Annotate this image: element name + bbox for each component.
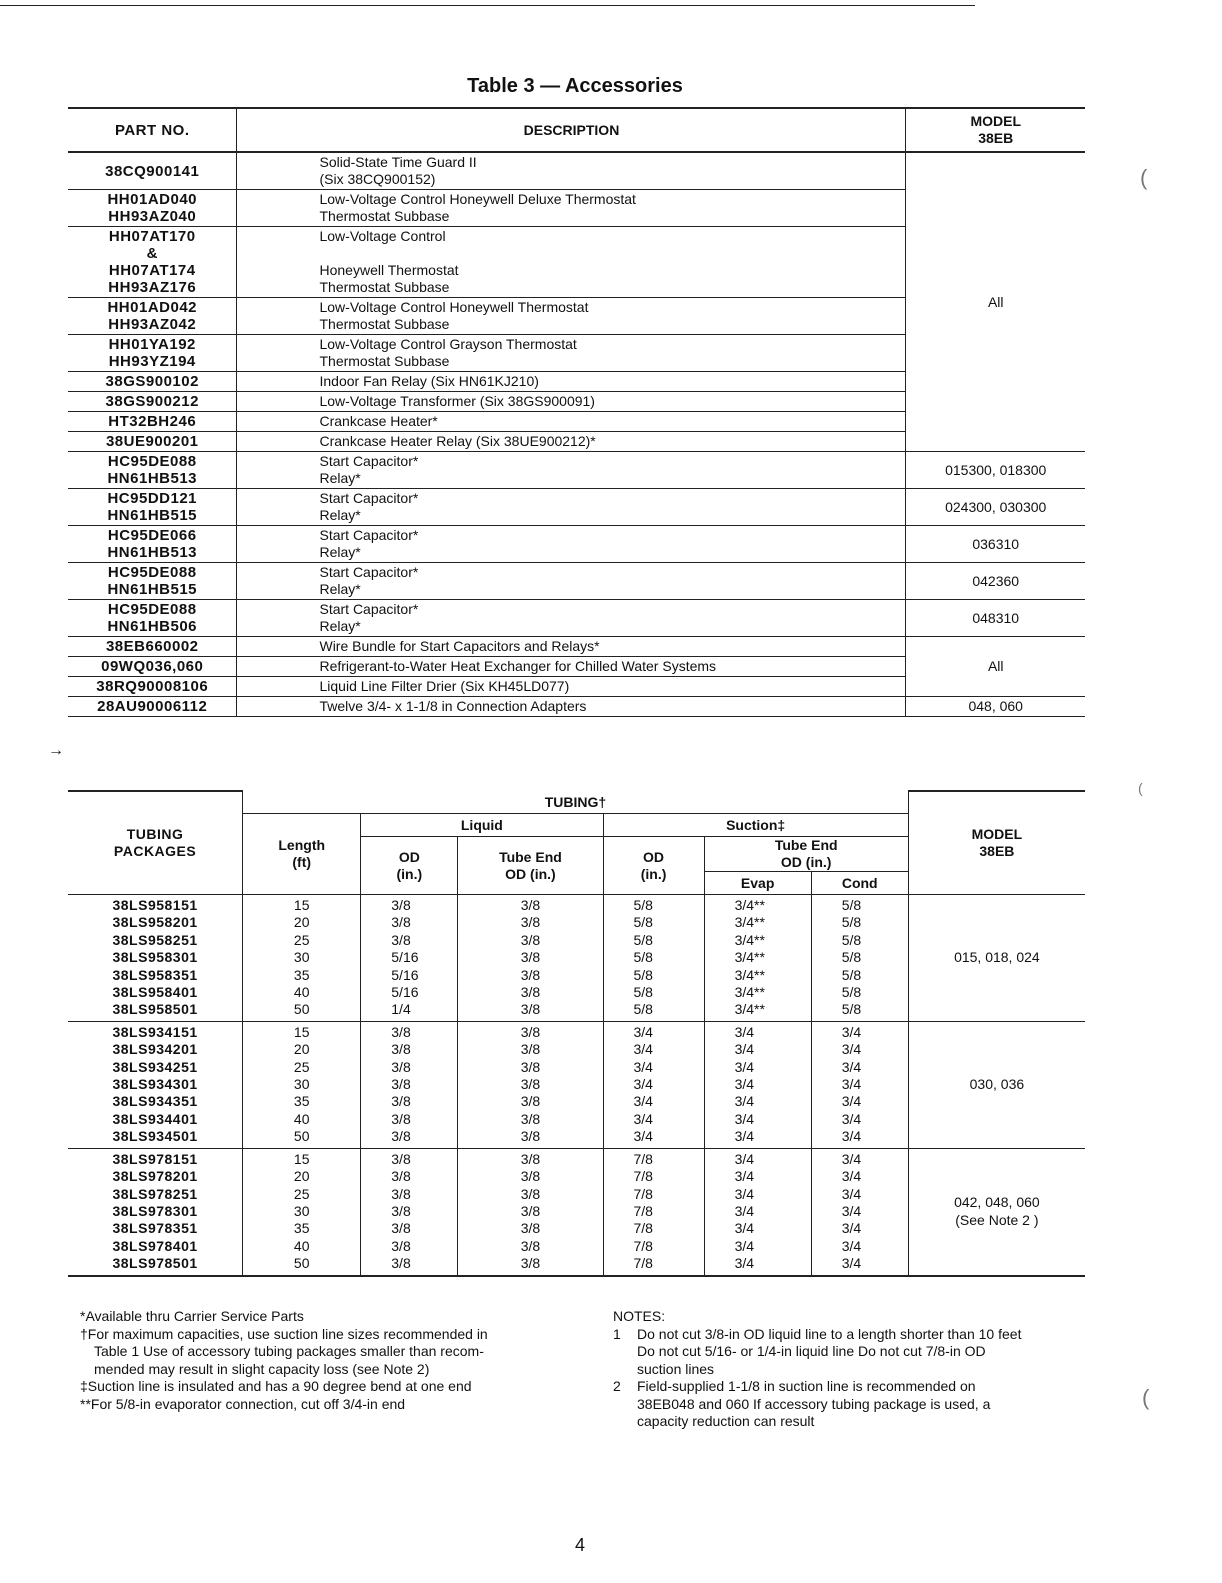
tubing-length-column: [243, 1148, 361, 1275]
suction-evap: 3/4**: [734, 1001, 765, 1018]
tubing-package: 38LS978251: [112, 1185, 198, 1202]
suction-od: 5/8: [633, 966, 653, 983]
tubing-length: 25: [293, 1185, 310, 1202]
suction-evap: 3/4**: [734, 984, 765, 1001]
tubing-package: 38LS978401: [112, 1237, 198, 1254]
liquid-tube-end: 3/8: [520, 1041, 541, 1058]
liquid-tube-end: 3/8: [520, 914, 541, 931]
header-description: DESCRIPTION: [237, 108, 906, 152]
suction-cond: 3/4: [841, 1058, 862, 1075]
tubing-length: 35: [293, 1093, 310, 1110]
tubing-length: 15: [293, 897, 310, 913]
liquid-od-column: [361, 895, 458, 1022]
description: Start Capacitor* Relay*: [237, 526, 906, 563]
part-number: HC95DE088 HN61HB506: [68, 600, 237, 637]
suction-evap: 3/4**: [734, 931, 765, 948]
suction-cond-column: [811, 1148, 908, 1275]
suction-od: 7/8: [633, 1150, 653, 1167]
liquid-od-column: [361, 1148, 458, 1275]
tubing-package: 38LS934501: [112, 1128, 198, 1145]
tubing-length: 25: [293, 931, 310, 948]
suction-evap: 3/4: [734, 1255, 755, 1272]
note-1: 1 Do not cut 3/8-in OD liquid line to a length shorter than 10 feet Do not cut 5/16- or 1/4-in liquid line Do not cut 7/8-in OD suction lines: [613, 1325, 1022, 1377]
description: Low-Voltage Transformer (Six 38GS900091): [237, 392, 906, 412]
suction-od: 5/8: [633, 931, 653, 948]
tubing-package: 38LS978151: [112, 1150, 198, 1167]
liquid-tube-end: 3/8: [520, 966, 541, 983]
liquid-tube-end: 3/8: [520, 1058, 541, 1075]
tubing-model-cell: 030, 036: [908, 1021, 1085, 1148]
tubing-package: 38LS978501: [112, 1255, 198, 1272]
liquid-od: 3/8: [391, 1076, 411, 1093]
liquid-od: 3/8: [391, 1220, 411, 1237]
tubing-length: 50: [293, 1128, 310, 1145]
revision-arrow: →: [48, 742, 64, 759]
suction-od: 7/8: [633, 1237, 653, 1254]
suction-cond: 5/8: [841, 966, 862, 983]
accessories-body: [68, 152, 1085, 717]
suction-cond: 5/8: [841, 931, 862, 948]
suction-evap: 3/4: [734, 1185, 755, 1202]
liquid-od: 3/8: [391, 1041, 411, 1058]
suction-cond: 3/4: [841, 1255, 862, 1272]
suction-od: 5/8: [633, 897, 653, 913]
liquid-od: 3/8: [391, 1255, 411, 1272]
notes-title: NOTES:: [613, 1308, 666, 1324]
tubing-length: 15: [293, 1150, 310, 1167]
accessory-row: [68, 526, 1085, 563]
top-rule: [0, 5, 975, 6]
liquid-tube-end: 3/8: [520, 1093, 541, 1110]
part-number: 28AU90006112: [68, 697, 237, 717]
suction-cond: 5/8: [841, 914, 862, 931]
liquid-od: 3/8: [391, 1185, 411, 1202]
liquid-tube-end-column: [458, 895, 603, 1022]
liquid-tube-end: 3/8: [520, 931, 541, 948]
suction-od: 7/8: [633, 1168, 653, 1185]
header-cond: Cond: [811, 872, 908, 895]
suction-cond: 5/8: [841, 1001, 862, 1018]
tubing-package-column: [68, 1148, 243, 1275]
suction-od: 7/8: [633, 1220, 653, 1237]
part-number: HC95DE066 HN61HB513: [68, 526, 237, 563]
liquid-od: 3/8: [391, 914, 411, 931]
description: Crankcase Heater Relay (Six 38UE900212)*: [237, 432, 906, 452]
liquid-tube-end: 3/8: [520, 1237, 541, 1254]
suction-od: 5/8: [633, 984, 653, 1001]
part-number: 38EB660002: [68, 637, 237, 657]
tubing-length: 15: [293, 1023, 310, 1040]
liquid-tube-end: 3/8: [520, 897, 541, 913]
part-number: HC95DE088 HN61HB515: [68, 563, 237, 600]
tubing-group-row: [68, 1148, 1085, 1275]
header-tubing: TUBING†: [243, 791, 909, 814]
tubing-package: 38LS958251: [112, 931, 198, 948]
accessories-header-row: [68, 108, 1085, 152]
tubing-length-column: [243, 1021, 361, 1148]
suction-evap-column: [704, 1021, 811, 1148]
suction-od: 5/8: [633, 1001, 653, 1018]
footnote-dagger-cont-2: mended may result in slight capacity loss (see Note 2): [94, 1360, 430, 1377]
suction-od: 3/4: [633, 1093, 653, 1110]
suction-evap: 3/4**: [734, 897, 765, 913]
description: Wire Bundle for Start Capacitors and Relays*: [237, 637, 906, 657]
suction-cond: 3/4: [841, 1041, 862, 1058]
accessory-row: [68, 489, 1085, 526]
accessory-row: [68, 152, 1085, 190]
tubing-package: 38LS978351: [112, 1220, 198, 1237]
suction-evap: 3/4: [734, 1150, 755, 1167]
accessory-row: [68, 563, 1085, 600]
description: Low-Voltage Control Honeywell Thermostat Thermostat Subbase: [237, 227, 906, 298]
tubing-length: 20: [293, 1168, 310, 1185]
tubing-length: 30: [293, 949, 310, 966]
suction-od: 7/8: [633, 1185, 653, 1202]
liquid-tube-end: 3/8: [520, 1110, 541, 1127]
header-suction-od: OD (in.): [603, 837, 704, 895]
liquid-od: 3/8: [391, 1093, 411, 1110]
footnote-star: *Available thru Carrier Service Parts: [80, 1308, 304, 1324]
tubing-package: 38LS934401: [112, 1110, 198, 1127]
part-number: HT32BH246: [68, 412, 237, 432]
description: Start Capacitor* Relay*: [237, 452, 906, 489]
suction-od: 5/8: [633, 949, 653, 966]
suction-cond: 3/4: [841, 1202, 862, 1219]
liquid-od: 3/8: [391, 1150, 411, 1167]
liquid-tube-end: 3/8: [520, 1255, 541, 1272]
tubing-table: [68, 790, 1085, 1277]
part-number: 38RQ90008106: [68, 677, 237, 697]
header-suction: Suction‡: [603, 814, 908, 837]
tubing-length: 30: [293, 1202, 310, 1219]
footnote-dagger: †For maximum capacities, use suction line sizes recommended in: [80, 1325, 488, 1342]
suction-od-column: [603, 1021, 704, 1148]
suction-cond-column: [811, 1021, 908, 1148]
tubing-package: 38LS978301: [112, 1202, 198, 1219]
suction-evap: 3/4: [734, 1168, 755, 1185]
suction-evap: 3/4: [734, 1220, 755, 1237]
tubing-group-row: [68, 1021, 1085, 1148]
suction-od: 3/4: [633, 1023, 653, 1040]
accessories-table: [68, 107, 1085, 717]
suction-od: 3/4: [633, 1041, 653, 1058]
liquid-od: 3/8: [391, 1237, 411, 1254]
model-cell: 048, 060: [906, 697, 1085, 717]
liquid-od: 5/16: [391, 984, 419, 1001]
suction-cond: 3/4: [841, 1168, 862, 1185]
part-number: HC95DD121 HN61HB515: [68, 489, 237, 526]
liquid-tube-end: 3/8: [520, 984, 541, 1001]
suction-od-column: [603, 895, 704, 1022]
tubing-package: 38LS978201: [112, 1168, 198, 1185]
tubing-package: 38LS934351: [112, 1093, 198, 1110]
suction-cond-column: [811, 895, 908, 1022]
description: Low-Voltage Control Honeywell Deluxe Thermostat Thermostat Subbase: [237, 190, 906, 227]
tubing-header-row-1: [68, 791, 1085, 814]
liquid-od: 3/8: [391, 1168, 411, 1185]
description: Solid-State Time Guard II (Six 38CQ900152): [237, 152, 906, 190]
tubing-package: 38LS934251: [112, 1058, 198, 1075]
tubing-model-cell: 015, 018, 024: [908, 895, 1085, 1022]
header-tubing-packages: TUBING PACKAGES: [68, 791, 243, 895]
suction-od: 3/4: [633, 1110, 653, 1127]
liquid-tube-end: 3/8: [520, 1128, 541, 1145]
suction-cond: 3/4: [841, 1150, 862, 1167]
footnote-double-star: **For 5/8-in evaporator connection, cut off 3/4-in end: [80, 1395, 406, 1412]
tubing-length: 35: [293, 966, 310, 983]
suction-evap: 3/4: [734, 1093, 755, 1110]
binder-hole-mark: (: [1140, 165, 1148, 190]
description: Crankcase Heater*: [237, 412, 906, 432]
tubing-model-cell: 042, 048, 060 (See Note 2 ): [908, 1148, 1085, 1275]
tubing-length-column: [243, 895, 361, 1022]
tubing-length: 50: [293, 1001, 310, 1018]
suction-cond: 3/4: [841, 1023, 862, 1040]
suction-cond: 3/4: [841, 1110, 862, 1127]
suction-evap-column: [704, 1148, 811, 1275]
liquid-tube-end-column: [458, 1021, 603, 1148]
liquid-od: 1/4: [391, 1001, 411, 1018]
tubing-package: 38LS958301: [112, 949, 198, 966]
header-evap: Evap: [704, 872, 811, 895]
suction-cond: 3/4: [841, 1093, 862, 1110]
model-cell: 024300, 030300: [906, 489, 1085, 526]
binder-hole-mark: (: [1142, 1385, 1150, 1410]
model-cell: 015300, 018300: [906, 452, 1085, 489]
liquid-tube-end: 3/8: [520, 1168, 541, 1185]
part-number: 38CQ900141: [68, 152, 237, 190]
page-number: 4: [574, 1535, 585, 1555]
tubing-package: 38LS934151: [112, 1023, 198, 1040]
model-cell: 048310: [906, 600, 1085, 637]
suction-evap: 3/4: [734, 1058, 755, 1075]
suction-cond: 3/4: [841, 1076, 862, 1093]
model-cell: All: [906, 152, 1085, 452]
suction-cond: 5/8: [841, 949, 862, 966]
suction-evap: 3/4**: [734, 949, 765, 966]
tubing-package: 38LS934301: [112, 1076, 198, 1093]
tubing-length: 20: [293, 1041, 310, 1058]
model-cell: 036310: [906, 526, 1085, 563]
suction-evap: 3/4: [734, 1128, 755, 1145]
tubing-length: 40: [293, 984, 310, 1001]
tubing-package: 38LS958201: [112, 914, 198, 931]
suction-evap: 3/4**: [734, 914, 765, 931]
liquid-od-column: [361, 1021, 458, 1148]
suction-evap: 3/4: [734, 1023, 755, 1040]
accessory-row: [68, 637, 1085, 657]
suction-evap: 3/4**: [734, 966, 765, 983]
suction-evap: 3/4: [734, 1076, 755, 1093]
suction-evap: 3/4: [734, 1202, 755, 1219]
tubing-length: 50: [293, 1255, 310, 1272]
part-number: HH01AD040 HH93AZ040: [68, 190, 237, 227]
suction-cond: 3/4: [841, 1220, 862, 1237]
tubing-package: 38LS958351: [112, 966, 198, 983]
description: Liquid Line Filter Drier (Six KH45LD077): [237, 677, 906, 697]
note-2: 2 Field-supplied 1-1/8 in suction line is recommended on 38EB048 and 060 If accessory tubing package is used, a capacity reduction can result: [613, 1378, 991, 1429]
liquid-tube-end: 3/8: [520, 1202, 541, 1219]
liquid-od: 3/8: [391, 1023, 411, 1040]
suction-cond: 3/4: [841, 1185, 862, 1202]
part-number: 09WQ036,060: [68, 657, 237, 677]
liquid-tube-end: 3/8: [520, 1150, 541, 1167]
description: Twelve 3/4- x 1-1/8 in Connection Adapters: [237, 697, 906, 717]
liquid-od: 3/8: [391, 1202, 411, 1219]
suction-cond: 5/8: [841, 897, 862, 913]
tubing-length: 35: [293, 1220, 310, 1237]
liquid-od: 5/16: [391, 966, 419, 983]
liquid-od: 3/8: [391, 931, 411, 948]
header-model: MODEL 38EB: [906, 108, 1085, 152]
notes: [613, 1308, 1088, 1431]
liquid-tube-end: 3/8: [520, 1185, 541, 1202]
part-number: HH01AD042 HH93AZ042: [68, 298, 237, 335]
description: Low-Voltage Control Grayson Thermostat Thermostat Subbase: [237, 335, 906, 372]
footnote-double-dagger: ‡Suction line is insulated and has a 90 degree bend at one end: [80, 1378, 472, 1394]
accessory-row: [68, 600, 1085, 637]
model-cell: 042360: [906, 563, 1085, 600]
header-liquid-tube-end: Tube End OD (in.): [458, 837, 603, 895]
suction-cond: 5/8: [841, 984, 862, 1001]
header-liquid: Liquid: [361, 814, 603, 837]
tubing-package: 38LS958151: [112, 897, 198, 913]
header-suction-tube-end: Tube End OD (in.): [704, 837, 908, 872]
tubing-package: 38LS958501: [112, 1001, 198, 1018]
tubing-group-row: [68, 895, 1085, 1022]
accessory-row: [68, 697, 1085, 717]
suction-od: 7/8: [633, 1255, 653, 1272]
suction-od-column: [603, 1148, 704, 1275]
tubing-length: 30: [293, 1076, 310, 1093]
description: Start Capacitor* Relay*: [237, 600, 906, 637]
description: Low-Voltage Control Honeywell Thermostat Thermostat Subbase: [237, 298, 906, 335]
description: Start Capacitor* Relay*: [237, 489, 906, 526]
part-number: HH07AT170 & HH07AT174 HH93AZ176: [68, 227, 237, 298]
table-title: Table 3 — Accessories: [467, 75, 683, 97]
tubing-package: 38LS958401: [112, 984, 198, 1001]
binder-hole-mark: (: [1138, 780, 1143, 796]
header-tubing-model: MODEL 38EB: [908, 791, 1085, 895]
part-number: 38GS900212: [68, 392, 237, 412]
suction-cond: 3/4: [841, 1237, 862, 1254]
tubing-length: 25: [293, 1058, 310, 1075]
liquid-od: 3/8: [391, 897, 411, 913]
tubing-body: [68, 895, 1085, 1276]
part-number: 38GS900102: [68, 372, 237, 392]
tubing-length: 40: [293, 1237, 310, 1254]
liquid-od: 5/16: [391, 949, 419, 966]
tubing-package: 38LS934201: [112, 1041, 198, 1058]
liquid-od: 3/8: [391, 1058, 411, 1075]
description: Start Capacitor* Relay*: [237, 563, 906, 600]
header-liquid-od: OD (in.): [361, 837, 458, 895]
suction-od: 5/8: [633, 914, 653, 931]
suction-evap-column: [704, 895, 811, 1022]
suction-evap: 3/4: [734, 1110, 755, 1127]
part-number: 38UE900201: [68, 432, 237, 452]
suction-od: 7/8: [633, 1202, 653, 1219]
tubing-package-column: [68, 1021, 243, 1148]
tubing-package-column: [68, 895, 243, 1022]
header-length: Length (ft): [243, 814, 361, 895]
part-number: HC95DE088 HN61HB513: [68, 452, 237, 489]
liquid-od: 3/8: [391, 1110, 411, 1127]
liquid-od: 3/8: [391, 1128, 411, 1145]
footnotes-left: [80, 1308, 560, 1413]
description: Refrigerant-to-Water Heat Exchanger for Chilled Water Systems: [237, 657, 906, 677]
tubing-length: 40: [293, 1110, 310, 1127]
footnote-dagger-cont-1: Table 1 Use of accessory tubing packages smaller than recom-: [94, 1343, 484, 1359]
liquid-tube-end: 3/8: [520, 949, 541, 966]
suction-od: 3/4: [633, 1058, 653, 1075]
tubing-length: 20: [293, 914, 310, 931]
liquid-tube-end-column: [458, 1148, 603, 1275]
suction-od: 3/4: [633, 1076, 653, 1093]
suction-evap: 3/4: [734, 1237, 755, 1254]
model-cell: All: [906, 637, 1085, 697]
liquid-tube-end: 3/8: [520, 1023, 541, 1040]
suction-evap: 3/4: [734, 1041, 755, 1058]
part-number: HH01YA192 HH93YZ194: [68, 335, 237, 372]
liquid-tube-end: 3/8: [520, 1001, 541, 1018]
accessory-row: [68, 452, 1085, 489]
suction-cond: 3/4: [841, 1128, 862, 1145]
description: Indoor Fan Relay (Six HN61KJ210): [237, 372, 906, 392]
header-part-no: PART NO.: [68, 108, 237, 152]
liquid-tube-end: 3/8: [520, 1076, 541, 1093]
suction-od: 3/4: [633, 1128, 653, 1145]
liquid-tube-end: 3/8: [520, 1220, 541, 1237]
